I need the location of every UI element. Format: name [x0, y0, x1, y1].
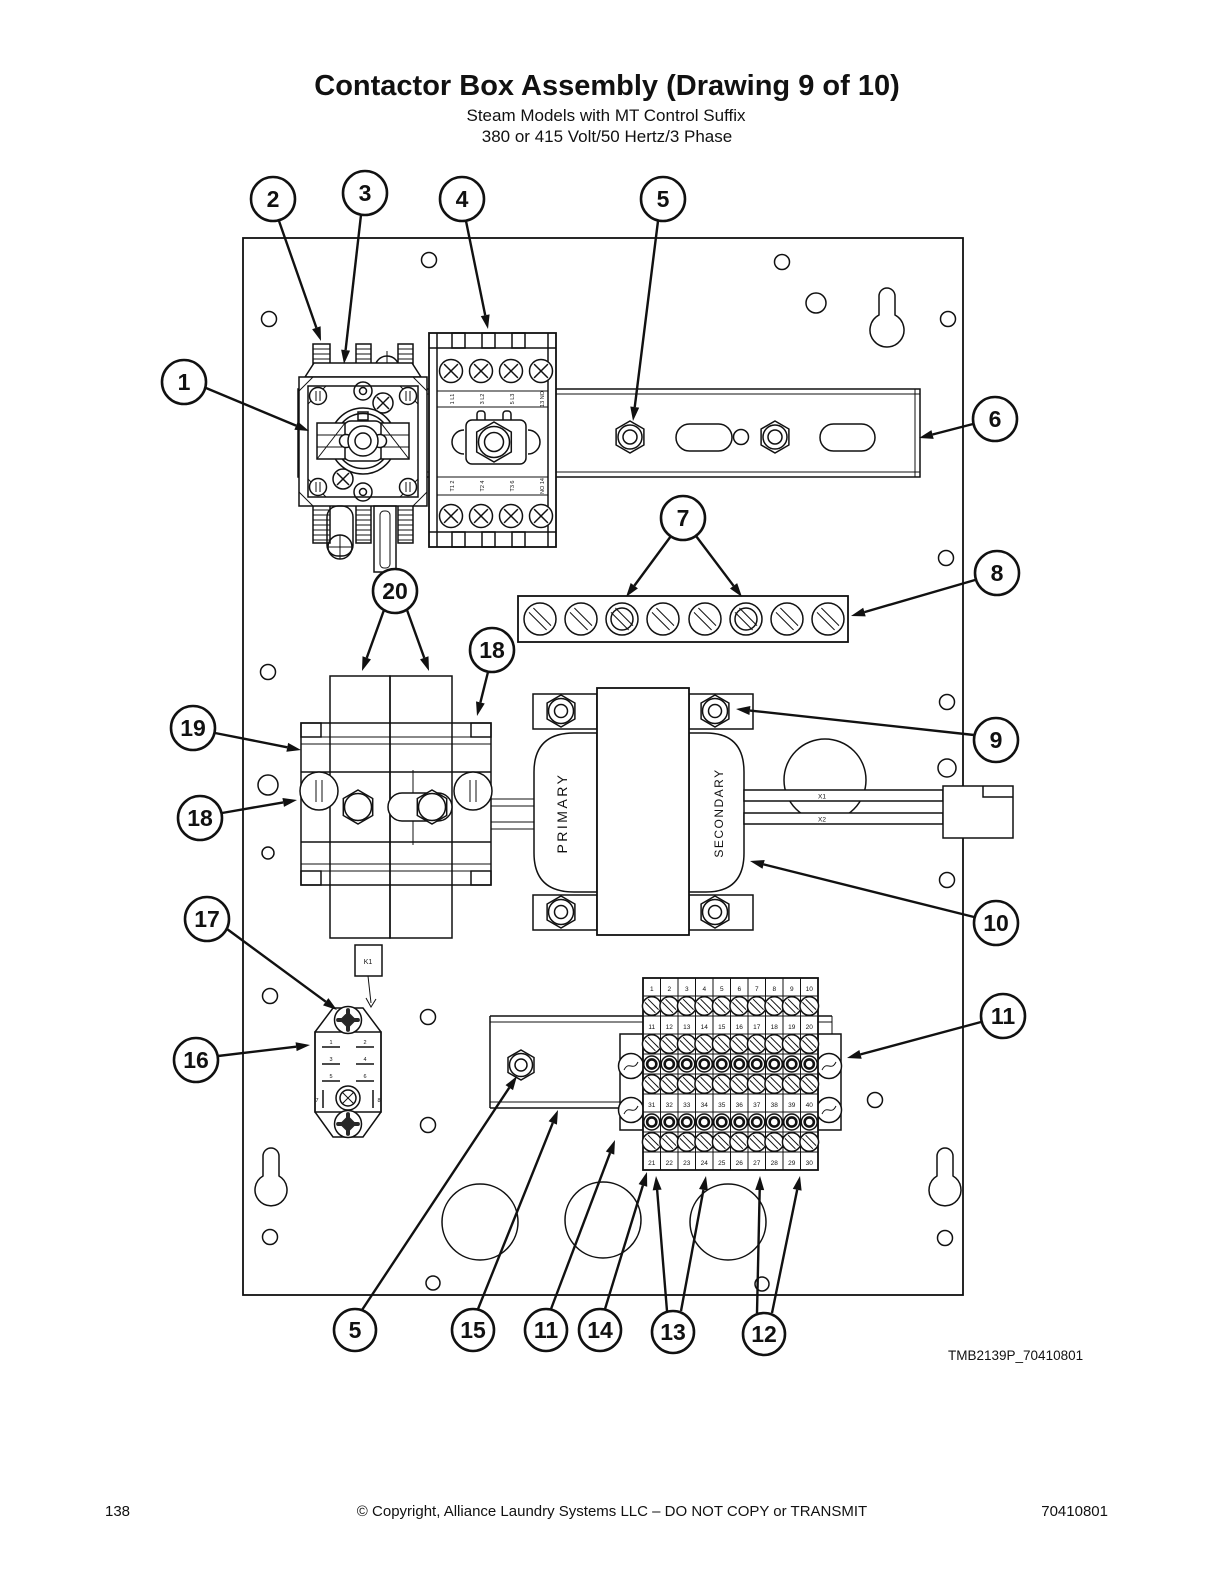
footer-page-number: 138 — [105, 1503, 131, 1520]
secondary-label: SECONDARY — [712, 768, 726, 858]
hex-nut — [761, 421, 789, 453]
terminal-number: 38 — [770, 1102, 778, 1109]
terminal-number: 28 — [770, 1160, 778, 1167]
terminal-number: 8 — [772, 986, 777, 993]
terminal-number: 14 — [700, 1024, 708, 1031]
contactor-terminal-label: 13 NO — [540, 391, 546, 407]
hex-nut — [417, 790, 446, 824]
terminal-block-cells — [642, 978, 818, 1170]
footer-copyright: © Copyright, Alliance Laundry Systems LLC – DO NOT COPY or TRANSMIT — [356, 1503, 868, 1520]
hex-nut — [547, 896, 575, 928]
terminal-number: 7 — [754, 986, 759, 993]
callout-number: 20 — [382, 578, 408, 604]
socket-pin-label: 4 — [363, 1057, 367, 1063]
terminal-number: 30 — [805, 1160, 813, 1167]
wire-x2 — [744, 813, 943, 824]
callout-number: 7 — [676, 505, 690, 531]
terminal-number: 26 — [735, 1160, 743, 1167]
harness-connector — [943, 786, 1013, 838]
terminal-number: 33 — [683, 1102, 691, 1109]
contactor-terminal-label: 3 L2 — [480, 393, 486, 405]
terminal-number: 37 — [753, 1102, 761, 1109]
terminal-number: 20 — [805, 1024, 813, 1031]
socket-pin-label: 6 — [363, 1074, 367, 1080]
terminal-number: 21 — [648, 1160, 656, 1167]
terminal-number: 4 — [702, 986, 707, 993]
callout-number: 5 — [348, 1317, 362, 1343]
callout-number: 13 — [660, 1319, 686, 1345]
terminal-number: 22 — [665, 1160, 673, 1167]
terminal-number: 31 — [648, 1102, 656, 1109]
callout-number: 18 — [187, 805, 213, 831]
callout-number: 10 — [983, 910, 1009, 936]
terminal-number: 5 — [719, 986, 724, 993]
clamp-screw — [300, 772, 338, 810]
terminal-number: 24 — [700, 1160, 708, 1167]
callout-number: 5 — [656, 186, 670, 212]
socket-pin-label: 7 — [315, 1098, 319, 1104]
hex-nut — [508, 1050, 534, 1080]
terminal-number: 6 — [737, 986, 742, 993]
hex-nut — [343, 790, 372, 824]
terminal-number: 16 — [735, 1024, 743, 1031]
terminal-number: 15 — [718, 1024, 726, 1031]
callout-number: 2 — [266, 186, 280, 212]
callout-number: 11 — [533, 1317, 559, 1343]
terminal-number: 18 — [770, 1024, 778, 1031]
terminal-number: 10 — [805, 986, 813, 993]
hex-nut — [701, 695, 729, 727]
terminal-number: 13 — [683, 1024, 691, 1031]
ground-terminal-strip — [518, 596, 848, 642]
switch-shaft — [348, 426, 378, 456]
callout-number: 14 — [587, 1317, 613, 1343]
contactor-terminal-label: T2 4 — [480, 480, 486, 492]
terminal-number: 40 — [805, 1102, 813, 1109]
callout-number: 6 — [988, 406, 1002, 432]
wire-x1 — [744, 790, 943, 801]
terminal-number: 3 — [684, 986, 689, 993]
page-title: Contactor Box Assembly (Drawing 9 of 10) — [314, 70, 900, 102]
relay-designator: K1 — [363, 959, 373, 966]
transformer-core — [597, 688, 689, 935]
clamp-screw — [454, 772, 492, 810]
contactor — [429, 333, 556, 547]
contactor-terminal-label: NO 14 — [540, 478, 546, 494]
terminal-number: 11 — [648, 1024, 656, 1031]
socket-pin-label: 1 — [329, 1040, 333, 1046]
page-subtitle-1: Steam Models with MT Control Suffix — [466, 106, 746, 125]
terminal-number: 1 — [649, 986, 654, 993]
callout-number: 18 — [479, 637, 505, 663]
contactor-terminal-label: 1 L1 — [450, 393, 456, 405]
primary-label: PRIMARY — [554, 772, 570, 854]
terminal-number: 2 — [667, 986, 672, 993]
socket-pin-label: 3 — [329, 1057, 333, 1063]
callout-number: 1 — [177, 369, 191, 395]
terminal-number: 35 — [718, 1102, 726, 1109]
hex-nut — [701, 896, 729, 928]
terminal-number: 23 — [683, 1160, 691, 1167]
contactor-terminal-label: 5 L3 — [510, 393, 516, 405]
callout-number: 15 — [460, 1317, 486, 1343]
contactor-terminal-label: T3 6 — [510, 480, 516, 492]
wire-x2-label: X2 — [818, 816, 826, 824]
callout-number: 11 — [990, 1003, 1016, 1029]
terminal-number: 39 — [788, 1102, 796, 1109]
terminal-number: 29 — [788, 1160, 796, 1167]
terminal-number: 17 — [753, 1024, 761, 1031]
wire-x1-label: X1 — [818, 793, 826, 801]
hex-nut — [547, 695, 575, 727]
callout-number: 17 — [194, 906, 220, 932]
terminal-number: 9 — [789, 986, 794, 993]
callout-number: 8 — [990, 560, 1004, 586]
page-subtitle-2: 380 or 415 Volt/50 Hertz/3 Phase — [481, 127, 733, 146]
terminal-number: 32 — [665, 1102, 673, 1109]
drawing-code: TMB2139P_70410801 — [948, 1348, 1084, 1363]
callout-number: 19 — [180, 715, 206, 741]
terminal-number: 27 — [753, 1160, 761, 1167]
callout-number: 9 — [989, 727, 1003, 753]
callout-number: 4 — [455, 186, 469, 212]
contactor-terminal-label: T1 2 — [450, 480, 456, 492]
switch-top-plate — [305, 363, 421, 377]
socket-pin-label: 8 — [377, 1098, 381, 1104]
terminal-block — [619, 978, 842, 1170]
rail-mounting-nut — [508, 1050, 534, 1080]
footer-doc-number: 70410801 — [1041, 1503, 1108, 1520]
terminal-number: 25 — [718, 1160, 726, 1167]
socket-pin-label: 2 — [363, 1040, 367, 1046]
terminal-number: 36 — [735, 1102, 743, 1109]
callout-number: 16 — [183, 1047, 209, 1073]
callout-number: 12 — [751, 1321, 777, 1347]
callout-number: 3 — [358, 180, 372, 206]
terminal-number: 34 — [700, 1102, 708, 1109]
socket-pin-label: 5 — [329, 1074, 333, 1080]
terminal-number: 12 — [665, 1024, 673, 1031]
terminal-number: 19 — [788, 1024, 796, 1031]
hex-nut — [616, 421, 644, 453]
